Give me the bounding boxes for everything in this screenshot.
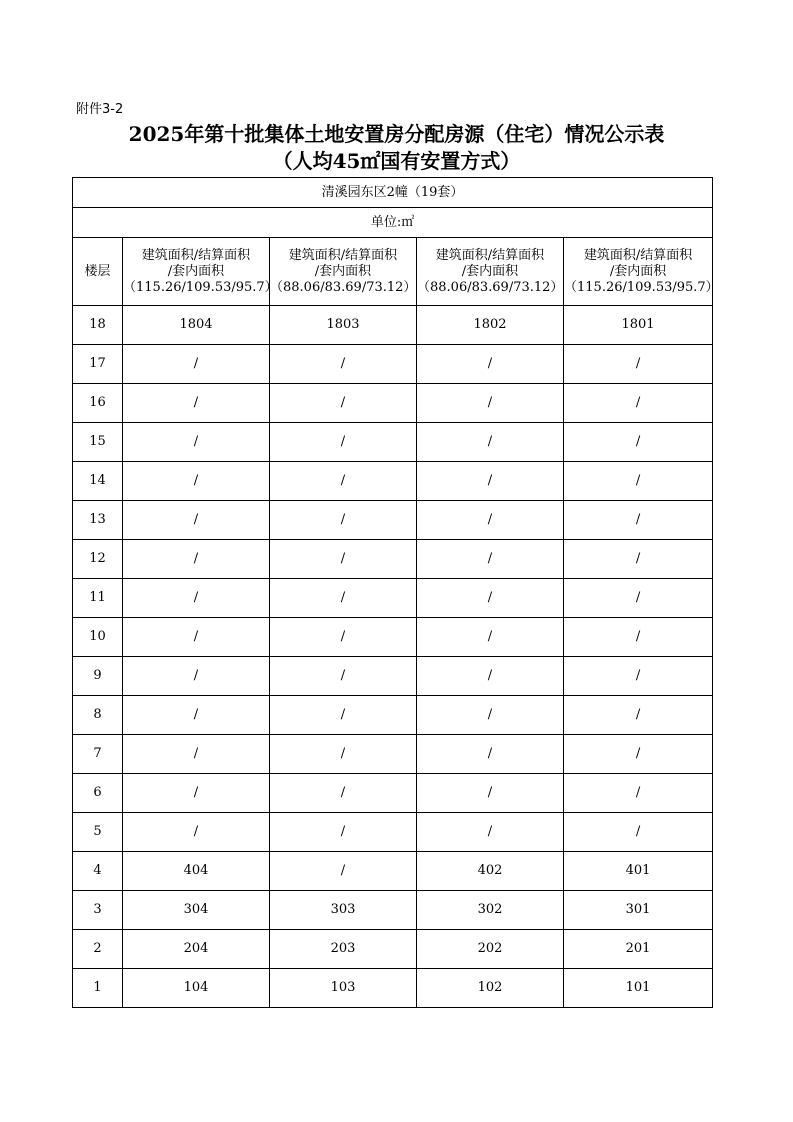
unit-cell: / [417, 540, 564, 579]
unit-cell: / [123, 384, 270, 423]
floor-row [73, 930, 713, 969]
unit-cell: / [564, 423, 713, 462]
unit-cell: / [417, 462, 564, 501]
unit-cell: 201 [564, 930, 713, 969]
floor-number: 4 [73, 852, 123, 891]
unit-cell: 103 [270, 969, 417, 1008]
unit-cell: 1803 [270, 306, 417, 345]
column-header-line2: /套内面积 [609, 263, 667, 279]
community-name: 清溪园东区2幢（19套） [73, 178, 713, 208]
floor-row [73, 384, 713, 423]
unit-cell: / [123, 735, 270, 774]
floor-row [73, 306, 713, 345]
floor-row [73, 852, 713, 891]
unit-cell: / [417, 501, 564, 540]
floor-number: 2 [73, 930, 123, 969]
unit-cell: / [123, 618, 270, 657]
column-header-line3: （88.06/83.69/73.12） [417, 279, 564, 295]
unit-cell: / [564, 579, 713, 618]
unit-cell: 304 [123, 891, 270, 930]
unit-cell: 202 [417, 930, 564, 969]
column-header [123, 238, 278, 306]
unit-cell: 101 [564, 969, 713, 1008]
column-header-line2: /套内面积 [314, 263, 372, 279]
attachment-label: 附件3-2 [76, 102, 124, 117]
unit-cell: 1804 [123, 306, 270, 345]
floor-number: 9 [73, 657, 123, 696]
unit-cell: / [123, 579, 270, 618]
unit-cell: / [564, 501, 713, 540]
unit-cell: / [270, 657, 417, 696]
column-header-line3: （115.26/109.53/95.7） [564, 279, 719, 295]
floor-row [73, 735, 713, 774]
unit-cell: / [417, 618, 564, 657]
floor-number: 12 [73, 540, 123, 579]
floor-header: 楼层 [73, 238, 123, 306]
unit-cell: / [417, 774, 564, 813]
unit-cell: / [123, 696, 270, 735]
unit-cell: / [270, 696, 417, 735]
unit-cell: / [417, 696, 564, 735]
column-header-line2: /套内面积 [461, 263, 519, 279]
unit-cell: / [123, 774, 270, 813]
unit-cell: / [417, 384, 564, 423]
unit-cell: / [123, 501, 270, 540]
column-header-line1: 建筑面积/结算面积 [141, 247, 251, 263]
floor-number: 18 [73, 306, 123, 345]
unit-cell: / [123, 423, 270, 462]
floor-number: 10 [73, 618, 123, 657]
unit-cell: / [417, 579, 564, 618]
unit-cell: 302 [417, 891, 564, 930]
column-header-line2: /套内面积 [167, 263, 225, 279]
unit-cell: / [564, 657, 713, 696]
floor-row [73, 462, 713, 501]
community-row [73, 178, 713, 208]
unit-cell: / [270, 579, 417, 618]
unit-cell: / [417, 345, 564, 384]
unit-cell: / [270, 384, 417, 423]
unit-cell: 1802 [417, 306, 564, 345]
column-header-line1: 建筑面积/结算面积 [288, 247, 398, 263]
unit-cell: / [270, 501, 417, 540]
unit-row [73, 208, 713, 238]
column-header-line3: （115.26/109.53/95.7） [123, 279, 278, 295]
column-header [417, 238, 564, 306]
page-title: 2025年第十批集体土地安置房分配房源（住宅）情况公示表 [128, 122, 665, 146]
floor-row [73, 657, 713, 696]
unit-cell: 402 [417, 852, 564, 891]
floor-row [73, 891, 713, 930]
unit-cell: 401 [564, 852, 713, 891]
column-header-line1: 建筑面积/结算面积 [435, 247, 545, 263]
unit-cell: / [564, 345, 713, 384]
unit-cell: 203 [270, 930, 417, 969]
unit-cell: / [123, 657, 270, 696]
unit-cell: / [564, 735, 713, 774]
unit-cell: 404 [123, 852, 270, 891]
unit-cell: / [270, 618, 417, 657]
unit-cell: / [270, 423, 417, 462]
floor-number: 1 [73, 969, 123, 1008]
unit-cell: / [417, 813, 564, 852]
floor-row [73, 618, 713, 657]
unit-cell: / [564, 384, 713, 423]
column-header-line3: （88.06/83.69/73.12） [270, 279, 417, 295]
unit-cell: / [417, 423, 564, 462]
unit-cell: 102 [417, 969, 564, 1008]
column-header [270, 238, 417, 306]
floor-row [73, 501, 713, 540]
floor-number: 17 [73, 345, 123, 384]
unit-cell: / [123, 345, 270, 384]
column-header [564, 238, 719, 306]
floor-number: 13 [73, 501, 123, 540]
unit-cell: / [270, 462, 417, 501]
floor-number: 6 [73, 774, 123, 813]
floor-row [73, 774, 713, 813]
unit-cell: / [564, 696, 713, 735]
floor-row [73, 423, 713, 462]
unit-cell: / [270, 813, 417, 852]
unit-cell: / [564, 774, 713, 813]
floor-row [73, 813, 713, 852]
header-row [73, 238, 713, 306]
unit-cell: / [417, 657, 564, 696]
floor-number: 16 [73, 384, 123, 423]
housing-table [72, 177, 719, 1008]
unit-cell: / [564, 618, 713, 657]
floor-row [73, 696, 713, 735]
unit-cell: / [123, 540, 270, 579]
floor-number: 15 [73, 423, 123, 462]
unit-cell: / [270, 852, 417, 891]
unit-cell: 301 [564, 891, 713, 930]
floor-row [73, 540, 713, 579]
page-subtitle: （人均45㎡国有安置方式） [272, 149, 521, 173]
unit-cell: / [123, 813, 270, 852]
floor-number: 3 [73, 891, 123, 930]
unit-cell: / [417, 735, 564, 774]
floor-number: 8 [73, 696, 123, 735]
floor-number: 11 [73, 579, 123, 618]
unit-cell: / [270, 735, 417, 774]
floor-row [73, 345, 713, 384]
unit-cell: / [270, 540, 417, 579]
unit-cell: 303 [270, 891, 417, 930]
floor-number: 14 [73, 462, 123, 501]
unit-cell: 1801 [564, 306, 713, 345]
column-header-line1: 建筑面积/结算面积 [583, 247, 693, 263]
floor-row [73, 579, 713, 618]
unit-cell: / [564, 813, 713, 852]
unit-cell: 104 [123, 969, 270, 1008]
unit-cell: / [564, 540, 713, 579]
unit-cell: / [270, 774, 417, 813]
unit-cell: / [123, 462, 270, 501]
unit-cell: 204 [123, 930, 270, 969]
floor-number: 5 [73, 813, 123, 852]
unit-label: 单位:㎡ [73, 208, 713, 238]
floor-number: 7 [73, 735, 123, 774]
floor-row [73, 969, 713, 1008]
unit-cell: / [564, 462, 713, 501]
unit-cell: / [270, 345, 417, 384]
